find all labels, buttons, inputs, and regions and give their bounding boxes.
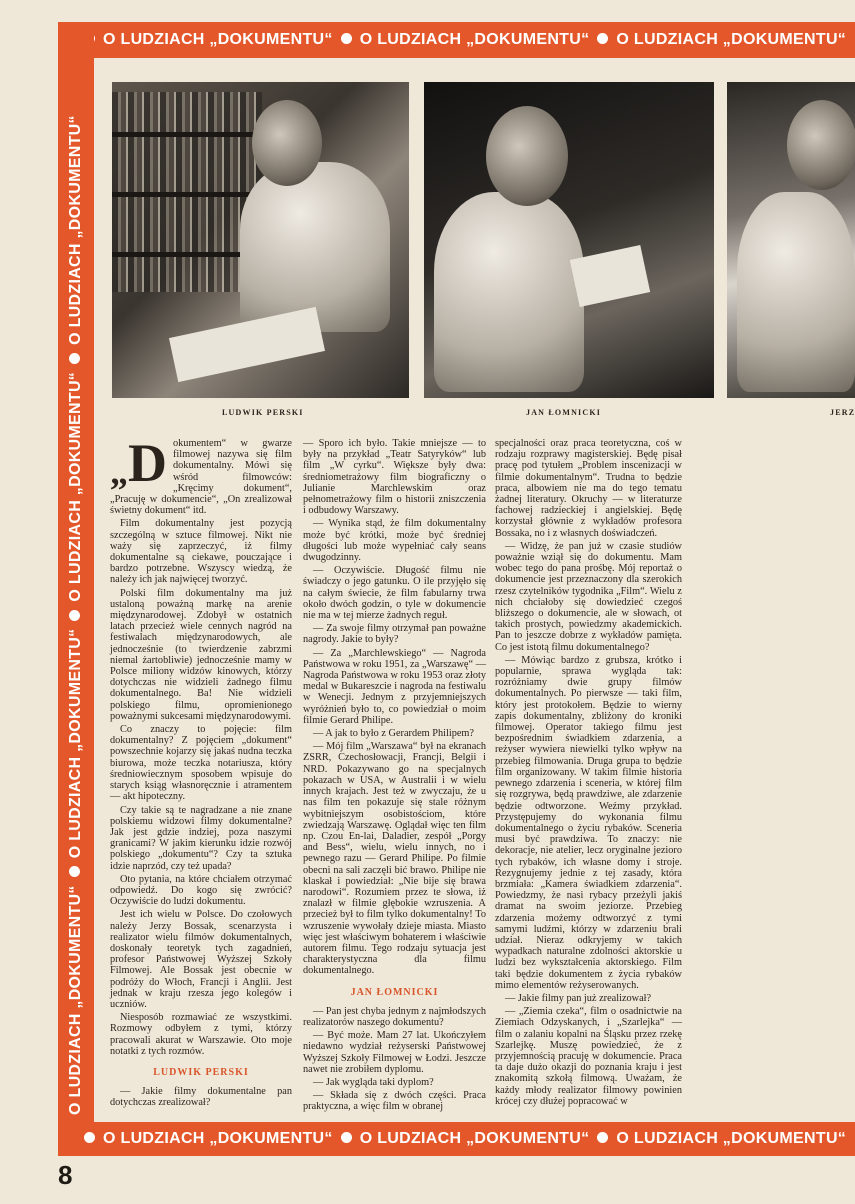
band-dot bbox=[69, 610, 80, 621]
band-left-text: O LUDZIACH „DOKUMENTU“ bbox=[67, 115, 84, 345]
caption-lomnicki: JAN ŁOMNICKI bbox=[526, 408, 602, 417]
caption-perski: LUDWIK PERSKI bbox=[222, 408, 304, 417]
caption-kaden: JERZ bbox=[830, 408, 855, 417]
article-column-3 bbox=[495, 438, 682, 1109]
lomnicki-paragraph: — Widzę, że pan już w czasie studiów poważnie wziął się do dokumentu. Mam wobec tego do pana prośbę. Mój reportaż o dokumencie jest przeznaczony dla szerokich rzesz czytelników tygodnika „Film“. Wielu z nich chciałoby się dowiedzieć czegoś bliższego o dokumencie, ale w słowach, ot takich prostych, powiedzmy akademickich. Pan to jeszcze dobrze z wykładów pamięta. Co jest istotą filmu dokumentalnego? bbox=[495, 540, 682, 653]
lomnicki-paragraph: — „Ziemia czeka“, film o osadnictwie na Ziemiach Odzyskanych, i „Szarlejka“ — film o zalaniu kopalni na Śląsku przez rzekę Szarlejkę. Muszę powiedzieć, że z przyjemnością pracuję w dokumencie. Praca ta daje dużo okazji do poznania kraju i jest znakomitą szkołą filmową. Uważam, że każdy młody realizator filmowy powinien krócej czy dłużej popracować w bbox=[495, 1006, 682, 1107]
band-top-text: O LUDZIACH „DOKUMENTU“ bbox=[616, 31, 847, 48]
perski-paragraph: — Mój film „Warszawa“ był na ekranach ZSRR, Czechosłowacji, Francji, Belgii i NRD. Pokazywano go na specjalnych pokazach w USA, w Australii i w wielu innych krajach. Jest też w zwyczaju, że u nas film ten pokazuje się stale różnym wybitniejszym osobistościom, które zwiedzają Warszawę. Oglądał więc ten film np. Czou En-lai, Daladier, zespół „Porgy and Bess“, wielu, wielu innych, no i pewnego razu — Gerard Philipe. Po filmie obecni na sali zaczęli bić brawo. Philipe nie klaskał i powiedział: „Nie bije się brawa narodowi“. Rozumiem przez te słowa, iż znalazł w filmie głębokie wzruszenia. A przecież był to film tylko dokumentalny! To wzruszenie wywołały dzieje miasta. Miasto więc jest właściwym bohaterem i właściwie autorem filmu. Tego rodzaju sytuacja jest charakterystyczna dla filmu dokumentalnego. bbox=[303, 741, 486, 977]
intro-paragraph: Polski film dokumentalny ma już ustaloną poważną markę na arenie międzynarodowej. Zdobył w ostatnich latach przecież wiele cennych nagród na festiwalach międzynarodowych, ale jednocześnie (to twierdzenie zabrzmi niemal żartobliwie) jednocześnie mamy w Polsce miliony widzów kinowych, którzy dotychczas nie widzieli żadnego filmu dokumentalnego. Ba! Nie widzieli polskiego filmu, opromienionego poważnymi sukcesami międzynarodowymi. bbox=[110, 587, 292, 722]
band-dot bbox=[69, 353, 80, 364]
lomnicki-paragraph: — Składa się z dwóch części. Praca praktyczna, a więc film w obranej bbox=[303, 1090, 486, 1113]
band-dot bbox=[597, 33, 608, 44]
band-top-text: O LUDZIACH „DOKUMENTU“ bbox=[103, 31, 333, 48]
lomnicki-paragraph: — Mówiąc bardzo z grubsza, krótko i popularnie, sprawa wygląda tak: rozróżniamy dwie grupy filmów dokumentalnych. Po pierwsze — taki film, który jest protokołem. Będzie to wierny zapis dokumentalny, zbliżony do kroniki filmowej. Operator takiego filmu jest bezpośrednim świadkiem zdarzenia, a reżyser wywiera niewielki tylko wpływ na przebieg filmowania. Druga grupa to będzie film organizowany. W takim filmie historia pewnego zdarzenia i sceneria, w której film się rozgrywa, będą prawdziwe, ale zdarzenie będzie odtworzone. Weźmy przykład. Przystępujemy do wykonania filmu dokumentalnego o życiu rybaków. Sceneria musi być prawdziwa. To znaczy: nie dekoracje, nie atelier, lecz oryginalne jezioro tych rybaków, ich własne domy i stroje. Rezygnujemy jednie z tej zasady, która brzmiała: „Kamera świadkiem zdarzenia“. Powiedzmy, że nasi rybacy przeżyli jakiś dramat na swoim jeziorze. Przebieg zdarzenia możemy odtworzyć z tymi samymi ludźmi, którzy w zdarzeniu brali udział. Nieraz odkryjemy w takich wypadkach naturalne zdolności aktorskie u ludzi bez wykształcenia aktorskiego. Film taki będzie dokumentem z życia rybaków mimo elementów reżyserowanych. bbox=[495, 654, 682, 991]
band-dot bbox=[84, 1132, 95, 1143]
perski-paragraph-cont: — Sporo ich było. Takie mniejsze — to były na przykład „Teatr Satyryków“ lub film „W cyrku“. Większe były dwa: średniometrażowy film biograficzny o Julianie Marchlewskim oraz pełnometrażowy film o historii zniszczenia i odbudowy Warszawy. bbox=[303, 438, 486, 517]
photo-jan-lomnicki bbox=[424, 82, 714, 398]
band-bottom-text: O LUDZIACH „DOKUMENTU“ bbox=[103, 1130, 333, 1147]
perski-paragraph: — Za „Marchlewskiego“ — Nagroda Państwowa w roku 1951, za „Warszawę“ — Nagroda Państwowa w roku 1953 oraz złoty medal w Bukareszcie i nagroda na festiwalu w Wenecji. Jednym z przyjemniejszych wyróżnień było to, co powiedział o moim filmie Gerard Philipe. bbox=[303, 647, 487, 726]
heading-jan-lomnicki: JAN ŁOMNICKI bbox=[350, 986, 439, 998]
band-dot bbox=[341, 1132, 352, 1143]
photo-captions bbox=[112, 408, 855, 422]
frame-band-top bbox=[58, 22, 855, 58]
article-column-2 bbox=[303, 438, 486, 1115]
photo-ludwik-perski bbox=[112, 82, 409, 398]
quote-mark: „ bbox=[110, 452, 128, 492]
band-top-text: O LUDZIACH „DOKUMENTU“ bbox=[359, 31, 590, 48]
band-left-text: O LUDZIACH „DOKUMENTU“ bbox=[67, 885, 84, 1115]
lomnicki-paragraph: — Pan jest chyba jednym z najmłodszych realizatorów naszego dokumentu? bbox=[303, 1005, 486, 1028]
perski-paragraph: — Wynika stąd, że film dokumentalny może być krótki, może być średniej długości lub może wypełniać cały seans dwugodzinny. bbox=[303, 518, 486, 564]
intro-lead-paragraph: „ D okumentem“ w gwarze filmowej nazywa się film dokumentalny. Mówi się wśród filmowców: „Kręcimy dokument“, „Pracuję w dokumencie“, „On zrealizował świetny dokument“ itd. bbox=[110, 433, 292, 517]
intro-paragraph: Czy takie są te nagradzane a nie znane polskiemu widzowi filmy dokumentalne? Jak jest gdzie indziej, poza naszymi granicami? W jakim kierunku idzie rozwój polskiego „dokumentu“? Czy ta sztuka idzie naprzód, czy też upada? bbox=[110, 804, 292, 872]
perski-paragraph: — Za swoje filmy otrzymał pan poważne nagrody. Jakie to były? bbox=[303, 623, 486, 646]
frame-band-bottom bbox=[58, 1122, 855, 1156]
article-column-1 bbox=[110, 433, 292, 1111]
band-dot bbox=[341, 33, 352, 44]
lomnicki-paragraph-cont: specjalności oraz praca teoretyczna, coś w rodzaju rozprawy magisterskiej. Będę pisał pracę pod tytułem „Problem inscenizacji w filmie dokumentalnym“. Trudna to będzie praca, albowiem nie ma do tego tematu żadnej literatury. Okruchy — w literaturze fachowej radzieckiej i angielskiej. Będę korzystał głównie z wykładów profesora Bossaka, no i z własnych doświadczeń. bbox=[495, 438, 682, 539]
band-dot bbox=[69, 866, 80, 877]
frame-band-left bbox=[58, 22, 94, 1156]
lomnicki-paragraph: — Być może. Mam 27 lat. Ukończyłem niedawno wydział reżyserski Państwowej Wyższej Szkoły Filmowej w Łodzi. Jeszcze nawet nie zrobiłem dyplomu. bbox=[303, 1030, 486, 1075]
intro-paragraph: Film dokumentalny jest pozycją szczególną w sztuce filmowej. Nikt nie waży się zaprzeczyć, iż filmy dokumentalne są ciekawe, pouczające i bardzo potrzebne. Wszyscy wiedzą, że należy ich jak najwięcej tworzyć. bbox=[110, 518, 292, 586]
intro-paragraph: Niesposób rozmawiać ze wszystkimi. Rozmowy odbyłem z tymi, którzy pracowali akurat w Warszawie. Oto moje notatki z tych rozmów. bbox=[110, 1012, 292, 1057]
article-column-4 bbox=[697, 438, 855, 1122]
page-number: 8 bbox=[58, 1160, 73, 1190]
band-dot bbox=[597, 1132, 608, 1143]
band-left-text: O LUDZIACH „DOKUMENTU“ bbox=[67, 628, 84, 859]
band-bottom-text: O LUDZIACH „DOKUMENTU“ bbox=[616, 1130, 847, 1147]
drop-cap: D bbox=[128, 433, 167, 493]
lomnicki-paragraph: — Jak wygląda taki dyplom? bbox=[313, 1076, 434, 1088]
perski-paragraph: — Jakie filmy dokumentalne pan dotychczas zrealizował? bbox=[110, 1086, 292, 1109]
heading-ludwik-perski: LUDWIK PERSKI bbox=[153, 1066, 249, 1078]
band-bottom-text: O LUDZIACH „DOKUMENTU“ bbox=[359, 1130, 590, 1147]
photo-jerzy-kaden bbox=[727, 82, 855, 398]
intro-paragraph: Co znaczy to pojęcie: film dokumentalny? Z pojęciem „dokument“ powszechnie kojarzy się jakaś nudna teczka biurowa, może teczka notariusza, który średniowiecznym sposobem wpisuje do starych ksiąg własnoręcznie i atramentem — akt hipoteczny. bbox=[110, 724, 292, 803]
band-left-text: O LUDZIACH „DOKUMENTU“ bbox=[67, 371, 84, 602]
intro-paragraph: Jest ich wielu w Polsce. Do czołowych należy Jerzy Bossak, scenarzysta i realizator wielu filmów dokumentalnych, doskonały teoretyk tych zagadnień, profesor Państwowej Wyższej Szkoły Filmowej. Ale Bossak jest obecnie w podróży do Włoch, Francji i Anglii. Jest jednak w kraju rzesza jego kolegów i uczniów. bbox=[110, 909, 292, 1010]
intro-paragraph: Oto pytania, na które chciałem otrzymać odpowiedź. Do kogo się zwrócić? Oczywiście do ludzi dokumentu. bbox=[110, 873, 292, 908]
lomnicki-paragraph: — Jakie filmy pan już zrealizował? bbox=[505, 992, 652, 1004]
perski-paragraph: — A jak to było z Gerardem Philipem? bbox=[313, 728, 474, 740]
perski-paragraph: — Oczywiście. Długość filmu nie świadczy o jego gatunku. O ile przyjęło się na całym świecie, że film fabularny trwa około dwóch godzin, o tyle w dokumencie nie ma w tej mierze żadnych reguł. bbox=[303, 565, 486, 622]
